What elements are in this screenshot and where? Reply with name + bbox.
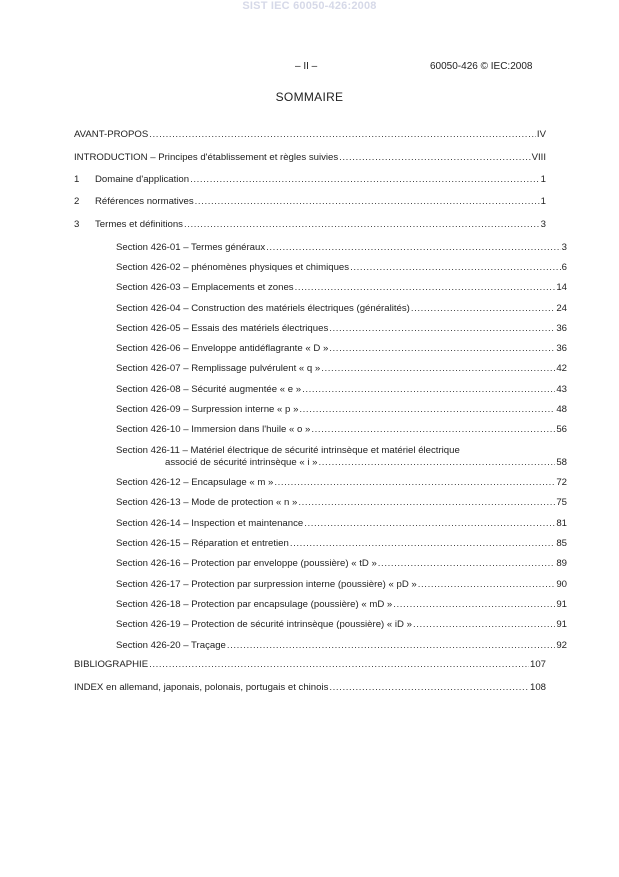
toc-entry-page: 89 [556, 558, 567, 569]
toc-entry-page: 92 [556, 640, 567, 651]
toc-entry-page: 56 [556, 424, 567, 435]
toc-entry [74, 129, 546, 141]
dot-leader [339, 152, 530, 164]
toc-entry-page: 36 [556, 323, 567, 334]
toc-entry-title: Section 426-14 – Inspection et maintenance [116, 518, 304, 529]
toc-entry-page: 43 [556, 384, 567, 395]
toc-entry-page: 91 [556, 599, 567, 610]
toc-entry [74, 196, 546, 208]
toc-entry-title: Section 426-09 – Surpression interne « p » [116, 404, 299, 415]
toc-entry-title: INDEX en allemand, japonais, polonais, portugais et chinois [74, 682, 329, 693]
dot-leader [319, 457, 556, 469]
toc-entry [95, 558, 567, 570]
toc-entry-page: 58 [556, 457, 567, 468]
toc-entry [95, 323, 567, 335]
toc-entry-title: Section 426-04 – Construction des matériels électriques (généralités) [116, 303, 410, 314]
watermark: SIST IEC 60050-426:2008 [242, 0, 377, 12]
dot-leader [302, 384, 555, 396]
toc-entry [95, 619, 567, 631]
toc-entry [95, 579, 567, 591]
toc-entry-title: Section 426-02 – phénomènes physiques et chimiques [116, 262, 350, 273]
dot-leader [304, 518, 555, 530]
toc-entry [95, 538, 567, 550]
toc-entry-page: 91 [556, 619, 567, 630]
dot-leader [190, 174, 540, 186]
toc-entry-page: 14 [556, 282, 567, 293]
toc-entry-page: 81 [556, 518, 567, 529]
toc-entry-number: 1 [74, 174, 80, 185]
toc-entry-title: INTRODUCTION – Principes d'établissement et règles suivies [74, 152, 339, 163]
toc-entry-title: Section 426-20 – Traçage [116, 640, 226, 651]
dot-leader [299, 404, 555, 416]
dot-leader [295, 282, 556, 294]
toc-entry [95, 343, 567, 355]
dot-leader [329, 323, 555, 335]
toc-entry-title: Section 426-18 – Protection par encapsulage (poussière) « mD » [116, 599, 393, 610]
dot-leader [195, 196, 540, 208]
dot-leader [184, 219, 540, 231]
toc-entry-title: AVANT-PROPOS [74, 129, 149, 140]
toc-entry-title: Section 426-11 – Matériel électrique de sécurité intrinsèque et matériel électrique [116, 445, 460, 456]
toc-entry-title: Section 426-05 – Essais des matériels électriques [116, 323, 329, 334]
toc-entry-page: 1 [540, 196, 546, 207]
toc-entry-title: Section 426-01 – Termes généraux [116, 242, 266, 253]
toc-entry [74, 219, 546, 231]
toc-entry-page: 107 [529, 659, 546, 670]
dot-leader [290, 538, 556, 550]
toc-entry-title: Section 426-17 – Protection par surpression interne (poussière) « pD » [116, 579, 417, 590]
dot-leader [266, 242, 561, 254]
toc-entry [95, 640, 567, 652]
dot-leader [274, 477, 555, 489]
toc-entry-page: 24 [556, 303, 567, 314]
toc-entry-title: Section 426-16 – Protection par enveloppe (poussière) « tD » [116, 558, 377, 569]
toc-entry-page: 108 [529, 682, 546, 693]
toc-entry-number: 2 [74, 196, 80, 207]
toc-entry [95, 262, 567, 274]
toc-entry-title: Section 426-19 – Protection de sécurité intrinsèque (poussière) « iD » [116, 619, 412, 630]
toc-entry-title: Domaine d'application [95, 174, 190, 185]
document-reference: 60050-426 © IEC:2008 [430, 61, 533, 72]
toc-entry-page: 72 [556, 477, 567, 488]
toc-entry-page: IV [536, 129, 546, 140]
toc-entry [95, 445, 567, 469]
toc-entry [95, 518, 567, 530]
toc-entry-page: 3 [540, 219, 546, 230]
toc-entry-page: VIII [531, 152, 546, 163]
toc-entry [95, 303, 567, 315]
dot-leader [329, 343, 555, 355]
page-number: – II – [295, 61, 318, 72]
toc-entry [95, 404, 567, 416]
toc-entry-title: Section 426-03 – Emplacements et zones [116, 282, 294, 293]
toc-entry [95, 384, 567, 396]
toc-entry-page: 85 [556, 538, 567, 549]
toc-entry-page: 75 [556, 497, 567, 508]
toc-entry-title: Section 426-07 – Remplissage pulvérulent « q » [116, 363, 321, 374]
toc-entry [95, 242, 567, 254]
toc-entry-title: associé de sécurité intrinsèque « i » [165, 457, 318, 468]
toc-entry [74, 152, 546, 164]
toc-entry-title: Section 426-06 – Enveloppe antidéflagrante « D » [116, 343, 329, 354]
toc-entry-page: 90 [556, 579, 567, 590]
dot-leader [329, 682, 529, 694]
toc-entry-title: Section 426-13 – Mode de protection « n » [116, 497, 298, 508]
dot-leader [411, 303, 556, 315]
dot-leader [298, 497, 555, 509]
dot-leader [149, 129, 536, 141]
toc-entry [95, 282, 567, 294]
toc-entry-title: Section 426-08 – Sécurité augmentée « e » [116, 384, 302, 395]
toc-entry-title: Termes et définitions [95, 219, 183, 230]
toc-entry-title: Références normatives [95, 196, 194, 207]
toc-entry [95, 497, 567, 509]
page-title: SOMMAIRE [275, 90, 344, 104]
dot-leader [149, 659, 529, 671]
dot-leader [350, 262, 561, 274]
dot-leader [321, 363, 555, 375]
dot-leader [378, 558, 556, 570]
toc-entry [95, 424, 567, 436]
toc-entry-page: 36 [556, 343, 567, 354]
dot-leader [311, 424, 555, 436]
toc-entry-page: 48 [556, 404, 567, 415]
toc-entry-title: Section 426-10 – Immersion dans l'huile « o » [116, 424, 311, 435]
toc-entry-title: Section 426-12 – Encapsulage « m » [116, 477, 274, 488]
toc-entry-page: 6 [561, 262, 567, 273]
toc-entry [95, 599, 567, 611]
toc-entry [74, 682, 546, 694]
toc-entry-title: BIBLIOGRAPHIE [74, 659, 149, 670]
toc-entry-number: 3 [74, 219, 80, 230]
toc-entry-page: 3 [561, 242, 567, 253]
toc-entry [74, 174, 546, 186]
toc-entry-title: Section 426-15 – Réparation et entretien [116, 538, 289, 549]
dot-leader [418, 579, 556, 591]
toc-entry [95, 363, 567, 375]
dot-leader [393, 599, 555, 611]
toc-entry [95, 477, 567, 489]
dot-leader [413, 619, 555, 631]
toc-entry-page: 1 [540, 174, 546, 185]
dot-leader [227, 640, 555, 652]
toc-entry [74, 659, 546, 671]
toc-entry-page: 42 [556, 363, 567, 374]
